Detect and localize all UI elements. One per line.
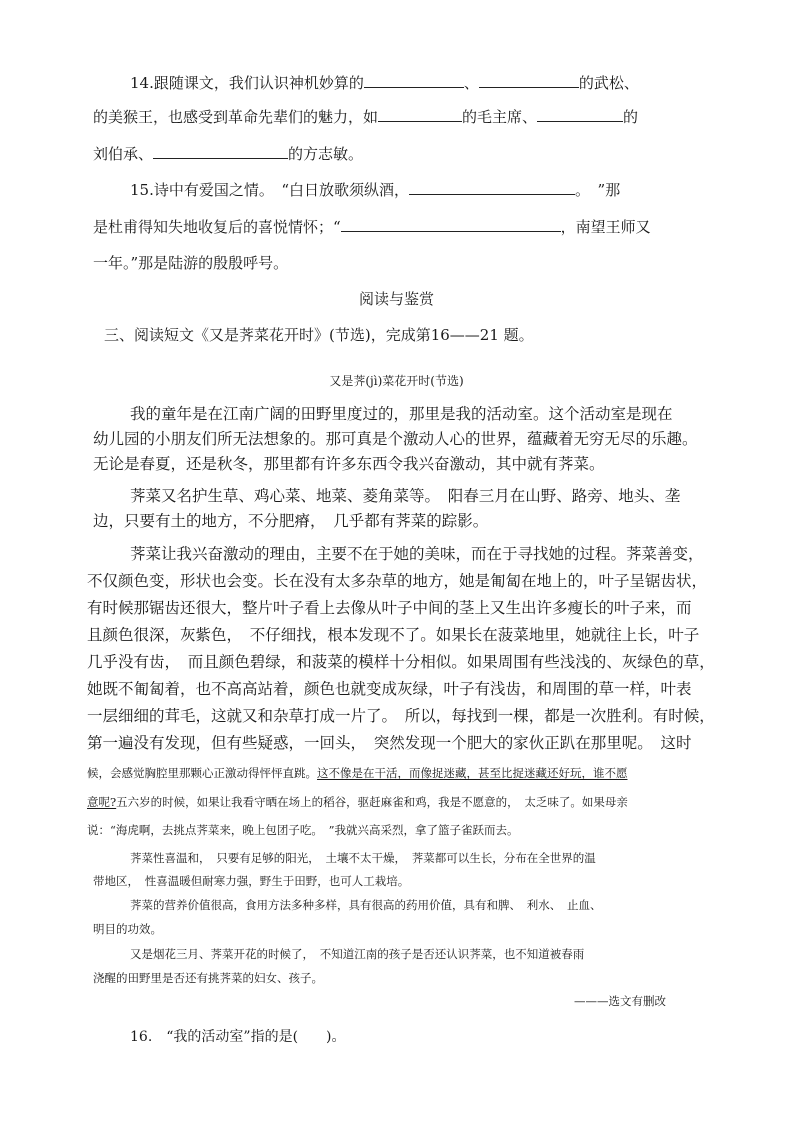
- q14-text: 的毛主席、: [462, 108, 538, 126]
- article-p3-line: 荠菜让我兴奋激动的理由，主要不在于她的美味，而在于寻找她的过程。荠菜善变，: [130, 545, 704, 563]
- article-p5-line: 明目的功效。: [93, 922, 162, 936]
- article-text: 五六岁的时候，如果让我看守晒在场上的稻谷，驱赶麻雀和鸡，我是不愿意的， 太乏味了。如果母亲: [116, 795, 628, 809]
- article-text: 候，会感觉胸腔里那颗心正激动得怦怦直跳。: [87, 766, 317, 780]
- q15-line3: 一年。”那是陆游的殷殷呼号。: [93, 254, 289, 272]
- q14-line1: [130, 72, 639, 93]
- q14-text: 的: [623, 108, 639, 126]
- article-p3-line: 第一遍没有发现，但有些疑惑，一回头， 突然发现一个肥大的家伙正趴在那里呢。 这时: [87, 734, 692, 752]
- article-p4-line: 荠菜性喜温和， 只要有足够的阳光， 土壤不太干燥， 荠菜都可以生长，分布在全世界的温: [130, 851, 596, 865]
- q16-text: 16. “我的活动室”指的是( )。: [130, 1029, 346, 1045]
- q14-text: 的方志敏。: [288, 145, 364, 163]
- answer-blank[interactable]: [341, 216, 561, 232]
- q14-text: 的美猴王，也感受到革命先辈们的魅力，如: [93, 108, 379, 126]
- article-p6-line: 浇醒的田野里是否还有挑荠菜的妇女、孩子。: [93, 971, 323, 985]
- answer-blank[interactable]: [153, 143, 288, 159]
- article-p1-line: 无论是春夏，还是秋冬，那里都有许多东西令我兴奋激动，其中就有荠菜。: [93, 455, 605, 473]
- q15-text: 。 ”那: [575, 181, 621, 199]
- article-p2-line: 边，只要有土的地方，不分肥瘠， 几乎都有荠菜的踪影。: [93, 512, 489, 530]
- article-p3-line: [87, 765, 628, 781]
- answer-blank[interactable]: [378, 106, 462, 122]
- article-p3-line: 有时候那锯齿还很大，整片叶子看上去像从叶子中间的茎上又生出许多瘦长的叶子来，而: [87, 599, 692, 617]
- q15-line1: [130, 179, 620, 200]
- underlined-sentence: 意呢?: [87, 795, 117, 809]
- q14-text: 14.跟随课文，我们认识神机妙算的: [130, 74, 364, 92]
- answer-blank[interactable]: [537, 106, 623, 122]
- section-title: 阅读与鉴赏: [358, 290, 434, 308]
- article-p3-line: 说：“海虎啊，去挑点荠菜来，晚上包团子吃。 ”我就兴高采烈，拿了篮子雀跃而去。: [87, 823, 519, 837]
- part3-instruction: 三、阅读短文《又是荠菜花开时》(节选)，完成第16——21 题。: [104, 326, 534, 344]
- answer-blank[interactable]: [409, 179, 575, 195]
- article-p2-line: 荠菜又名护生草、鸡心菜、地菜、菱角菜等。 阳春三月在山野、路旁、地头、垄: [130, 487, 681, 505]
- article-p3-line: [87, 794, 628, 810]
- underlined-sentence: 这不像是在干活，而像捉迷藏，甚至比捉迷藏还好玩，谁不愿: [317, 766, 628, 780]
- q14-text: 、: [463, 74, 479, 92]
- article-p4-line: 带地区， 性喜温暖但耐寒力强，野生于田野，也可人工栽培。: [93, 874, 410, 888]
- q14-text: 的武松、: [578, 74, 639, 92]
- answer-blank[interactable]: [479, 72, 579, 88]
- q15-text: 是杜甫得知失地收复后的喜悦情怀；“: [93, 218, 341, 236]
- q15-text: ，南望王师又: [560, 218, 651, 236]
- article-p1-line: 幼儿园的小朋友们所无法想象的。那可真是个激动人心的世界，蕴藏着无穷无尽的乐趣。: [93, 430, 698, 448]
- article-p6-line: 又是烟花三月、荠菜开花的时候了， 不知道江南的孩子是否还认识荠菜，也不知道被春雨: [130, 947, 585, 961]
- article-p1-line: 我的童年是在江南广阔的田野里度过的，那里是我的活动室。这个活动室是现在: [130, 405, 673, 423]
- article-source: ———选文有删改: [574, 994, 666, 1008]
- article-p3-line: 不仅颜色变，形状也会变。长在没有太多杂草的地方，她是匍匐在地上的，叶子呈锯齿状，: [87, 572, 708, 590]
- q14-line3: [93, 143, 363, 164]
- q15-line2: [93, 216, 651, 237]
- q15-text: 15.诗中有爱国之情。 “白日放歌须纵酒，: [130, 181, 410, 199]
- article-p3-line: 且颜色很深，灰紫色， 不仔细找，根本发现不了。如果长在菠菜地里，她就往上长，叶子: [87, 626, 700, 644]
- q14-line2: [93, 106, 638, 127]
- article-title: 又是荠(jì)菜花开时(节选): [329, 374, 464, 388]
- answer-blank[interactable]: [364, 72, 464, 88]
- q14-text: 刘伯承、: [93, 145, 154, 163]
- article-p3-line: 几乎没有齿， 而且颜色碧绿，和菠菜的模样十分相似。如果周围有些浅浅的、灰绿色的草，: [87, 653, 715, 671]
- article-p3-line: 一层细细的茸毛，这就又和杂草打成一片了。 所以，每找到一棵，都是一次胜利。有时候，: [87, 707, 715, 725]
- article-p3-line: 她既不匍匐着，也不高高站着，颜色也就变成灰绿，叶子有浅齿，和周围的草一样，叶表: [87, 680, 692, 698]
- article-p5-line: 荠菜的营养价值很高，食用方法多种多样，具有很高的药用价值，具有和脾、 利水、 止血、: [130, 898, 602, 912]
